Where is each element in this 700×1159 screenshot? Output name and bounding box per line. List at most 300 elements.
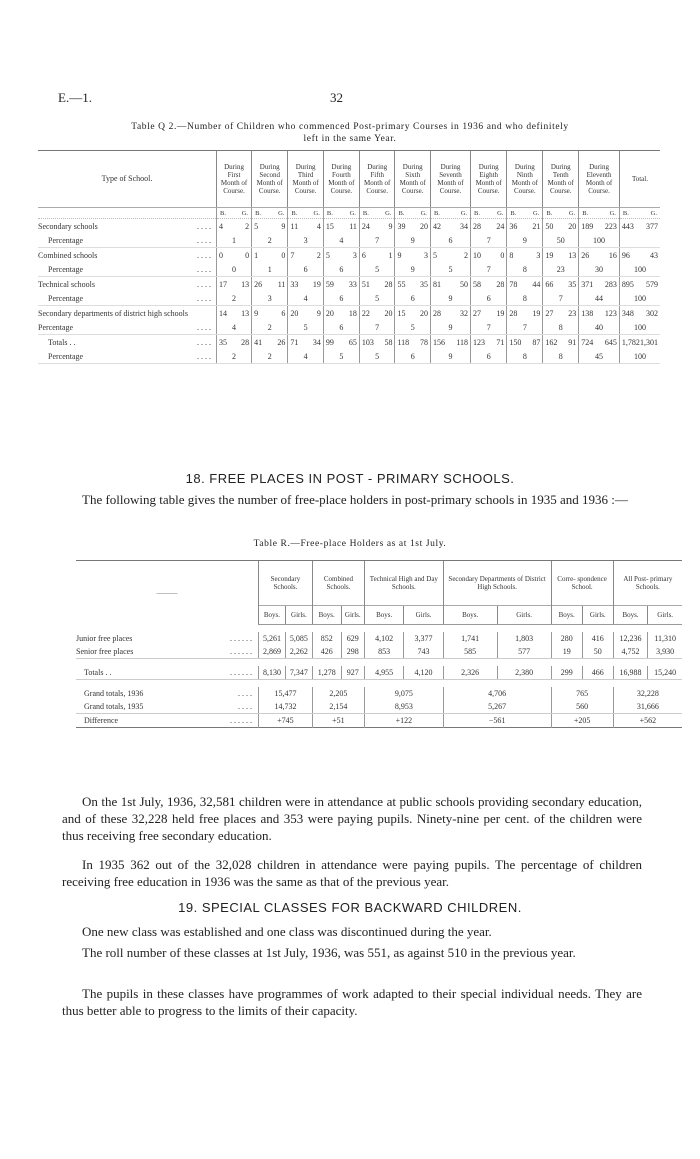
table-row — [38, 349, 660, 364]
data-cell — [252, 306, 288, 321]
spacer-row — [76, 680, 682, 688]
row-label-text: Junior free places — [76, 634, 133, 643]
data-cell — [619, 277, 660, 292]
col-month-5: During Fifth Month of Course. — [359, 151, 395, 208]
data-cell — [323, 335, 359, 350]
girls-value: 33 — [348, 279, 357, 289]
percentage-cell: 6 — [395, 291, 430, 306]
girls-value: 3 — [352, 250, 357, 260]
value-pair — [580, 222, 618, 231]
col-month-1: During First Month of Course. — [217, 151, 252, 208]
girls-value: 28 — [384, 279, 393, 289]
row-label — [38, 306, 217, 321]
value-pair — [289, 251, 321, 260]
boys-value: 27 — [473, 308, 482, 318]
girls-value: 34 — [312, 337, 321, 347]
girls-value: 87 — [532, 337, 541, 347]
data-cell: 1,278 — [312, 666, 341, 680]
girls-label: G. — [650, 209, 657, 217]
row-leader-dots: . . . . — [197, 250, 211, 260]
data-cell — [430, 219, 470, 234]
percentage-cell: 6 — [323, 262, 359, 277]
table-row — [38, 277, 660, 292]
boys-value: 26 — [254, 279, 263, 289]
boys-value: 150 — [509, 337, 522, 347]
data-cell — [471, 335, 507, 350]
value-pair — [472, 338, 505, 347]
row-label — [76, 666, 259, 680]
data-cell — [430, 335, 470, 350]
boys-value: 5 — [254, 221, 259, 231]
bg-pair — [580, 210, 618, 217]
girls-value: 9 — [388, 221, 393, 231]
merged-cell: 14,732 — [259, 700, 313, 714]
data-cell: 19 — [551, 645, 582, 659]
boys-value: 15 — [325, 221, 334, 231]
value-pair — [361, 338, 394, 347]
boys-value: 26 — [581, 250, 590, 260]
girls-value: 2 — [316, 250, 321, 260]
boys-value: 5 — [432, 250, 437, 260]
data-cell: 927 — [341, 666, 364, 680]
data-cell — [507, 219, 543, 234]
data-cell: 16,988 — [613, 666, 648, 680]
row-leader-dots: . . . . — [197, 337, 211, 347]
col-type-of-school: Type of School. — [38, 151, 217, 208]
data-cell: 1,741 — [443, 632, 497, 645]
girls-header: Girls. — [648, 606, 682, 625]
bg-cell — [288, 208, 323, 219]
percentage-cell: 9 — [430, 349, 470, 364]
row-leader-dots: . . . . — [197, 221, 211, 231]
percentage-cell: 5 — [359, 262, 395, 277]
boys-label: B. — [582, 209, 589, 217]
row-label — [38, 248, 217, 263]
boys-value: 348 — [621, 308, 634, 318]
row-label — [38, 219, 217, 234]
value-pair — [432, 309, 469, 318]
data-cell: 8,130 — [259, 666, 286, 680]
value-pair — [621, 222, 659, 231]
percentage-cell: 30 — [579, 262, 620, 277]
boys-label: B. — [546, 209, 553, 217]
girls-value: 283 — [604, 279, 617, 289]
boys-value: 123 — [473, 337, 486, 347]
data-cell — [471, 219, 507, 234]
data-cell — [543, 219, 579, 234]
girls-value: 78 — [419, 337, 428, 347]
boys-value: 96 — [621, 250, 630, 260]
value-pair — [289, 222, 321, 231]
data-cell: 3,930 — [648, 645, 682, 659]
boys-label: B. — [291, 209, 298, 217]
girls-value: 13 — [241, 308, 250, 318]
boys-label: B. — [622, 209, 629, 217]
percentage-cell: 2 — [217, 291, 252, 306]
boys-value: 19 — [545, 250, 554, 260]
boys-value: 20 — [325, 308, 334, 318]
row-label-text: Percentage — [38, 322, 74, 332]
percentage-cell: 100 — [619, 320, 660, 335]
data-cell — [217, 248, 252, 263]
girls-header: Girls. — [285, 606, 312, 625]
value-pair — [218, 251, 250, 260]
percentage-cell: 6 — [430, 233, 470, 248]
value-pair — [361, 222, 394, 231]
boys-value: 17 — [219, 279, 227, 289]
percentage-cell: 4 — [323, 233, 359, 248]
merged-cell: 2,154 — [312, 700, 364, 714]
girls-header: Girls. — [497, 606, 551, 625]
percentage-cell: 100 — [619, 262, 660, 277]
percentage-cell: 100 — [579, 233, 620, 248]
boys-value: 28 — [432, 308, 441, 318]
boys-value: 443 — [621, 221, 634, 231]
boys-value: 156 — [432, 337, 445, 347]
value-pair — [325, 338, 358, 347]
bg-pair — [396, 210, 428, 217]
girls-label: G. — [497, 209, 504, 217]
girls-header: Girls. — [582, 606, 613, 625]
percentage-cell: 5 — [323, 349, 359, 364]
boys-label: B. — [326, 209, 333, 217]
boys-label: B. — [510, 209, 517, 217]
col-month-3: During Third Month of Course. — [288, 151, 323, 208]
merged-cell: 4,706 — [443, 687, 551, 700]
data-cell — [217, 306, 252, 321]
row-leader-dots: . . . . . . — [230, 634, 252, 643]
bg-cell — [543, 208, 579, 219]
boys-value: 36 — [509, 221, 518, 231]
bg-cell — [252, 208, 288, 219]
value-pair — [361, 280, 394, 289]
data-cell — [323, 306, 359, 321]
girls-value: 19 — [312, 279, 321, 289]
data-cell: 280 — [551, 632, 582, 645]
merged-cell: +122 — [364, 714, 443, 728]
girls-value: 9 — [316, 308, 321, 318]
data-cell — [430, 248, 470, 263]
percentage-cell: 2 — [252, 320, 288, 335]
girls-value: 223 — [604, 221, 617, 231]
value-pair — [325, 251, 358, 260]
row-label — [38, 291, 217, 306]
bg-cell — [217, 208, 252, 219]
data-cell — [359, 277, 395, 292]
table-r-body — [76, 625, 682, 728]
table-row — [76, 666, 682, 680]
value-pair — [508, 309, 541, 318]
data-cell — [359, 219, 395, 234]
girls-label: G. — [313, 209, 320, 217]
row-label — [38, 277, 217, 292]
row-leader-dots: . . . . . . — [230, 716, 252, 725]
percentage-cell: 9 — [430, 320, 470, 335]
boys-value: 7 — [290, 250, 295, 260]
value-pair — [396, 251, 428, 260]
percentage-cell: 7 — [359, 320, 395, 335]
row-leader-dots: . . . . — [238, 689, 252, 698]
value-pair — [396, 338, 428, 347]
data-cell: 5,085 — [285, 632, 312, 645]
row-label-text: Difference — [84, 716, 119, 725]
blank-header: ——— — [156, 588, 178, 597]
row-label-text: Grand totals, 1935 — [84, 702, 144, 711]
boys-value: 58 — [473, 279, 482, 289]
girls-value: 20 — [384, 308, 393, 318]
data-cell: 629 — [341, 632, 364, 645]
percentage-cell: 6 — [471, 291, 507, 306]
boys-label: B. — [362, 209, 369, 217]
row-label — [76, 645, 259, 659]
boys-value: 1 — [254, 250, 259, 260]
girls-value: 44 — [532, 279, 541, 289]
girls-value: 0 — [245, 250, 250, 260]
boys-value: 35 — [219, 337, 227, 347]
percentage-cell: 8 — [543, 349, 579, 364]
boys-header: Boys. — [312, 606, 341, 625]
col-combined-schools: Combined Schools. — [312, 561, 364, 606]
table-q2-bg-row — [38, 208, 660, 219]
data-cell: 2,262 — [285, 645, 312, 659]
percentage-cell: 9 — [507, 233, 543, 248]
col-secondary-schools: Secondary Schools. — [259, 561, 313, 606]
value-pair — [580, 338, 618, 347]
merged-cell: −561 — [443, 714, 551, 728]
boys-value: 14 — [219, 308, 227, 318]
data-cell — [252, 248, 288, 263]
bg-cell — [471, 208, 507, 219]
row-leader-dots: . . . . . . — [230, 668, 252, 677]
girls-value: 4 — [316, 221, 321, 231]
value-pair — [218, 309, 250, 318]
girls-label: G. — [278, 209, 285, 217]
girls-value: 91 — [568, 337, 577, 347]
boys-label: B. — [433, 209, 440, 217]
value-pair — [508, 222, 541, 231]
row-label-text: Totals . . — [84, 668, 112, 677]
merged-cell: +51 — [312, 714, 364, 728]
boys-value: 28 — [473, 221, 482, 231]
percentage-cell: 45 — [579, 349, 620, 364]
data-cell: 416 — [582, 632, 613, 645]
percentage-cell: 5 — [359, 291, 395, 306]
data-cell — [471, 306, 507, 321]
value-pair — [508, 251, 541, 260]
percentage-cell: 9 — [395, 233, 430, 248]
percentage-cell: 3 — [288, 233, 323, 248]
bg-pair — [621, 210, 659, 217]
girls-value: 3 — [536, 250, 541, 260]
merged-cell: 2,205 — [312, 687, 364, 700]
girls-value: 302 — [646, 308, 658, 318]
value-pair — [253, 338, 286, 347]
data-cell — [288, 306, 323, 321]
data-cell: 743 — [404, 645, 443, 659]
girls-label: G. — [532, 209, 540, 217]
value-pair — [361, 309, 394, 318]
data-cell: 2,380 — [497, 666, 551, 680]
table-row — [38, 262, 660, 277]
boys-value: 24 — [361, 221, 370, 231]
row-label-text: Percentage — [48, 264, 84, 274]
data-cell: 298 — [341, 645, 364, 659]
boys-value: 78 — [509, 279, 518, 289]
data-cell — [217, 277, 252, 292]
percentage-cell: 6 — [395, 349, 430, 364]
row-leader-dots: . . . . — [197, 264, 211, 274]
value-pair — [544, 280, 577, 289]
boys-value: 8 — [509, 250, 514, 260]
value-pair — [621, 338, 659, 347]
data-cell: 299 — [551, 666, 582, 680]
boys-value: 138 — [581, 308, 594, 318]
value-pair — [396, 309, 428, 318]
merged-cell: 765 — [551, 687, 613, 700]
section-18-intro: The following table gives the number of free-place holders in post-primary schools in 1935 and 1936 :— — [82, 492, 628, 507]
percentage-cell: 1 — [252, 262, 288, 277]
data-cell — [619, 248, 660, 263]
boys-value: 9 — [397, 250, 402, 260]
bg-cell — [507, 208, 543, 219]
data-cell — [323, 248, 359, 263]
girls-value: 71 — [496, 337, 505, 347]
table-row — [38, 219, 660, 234]
girls-value: 3 — [423, 250, 428, 260]
percentage-cell: 5 — [288, 320, 323, 335]
value-pair — [432, 251, 469, 260]
value-pair — [218, 280, 250, 289]
data-cell — [543, 335, 579, 350]
girls-value: 1 — [388, 250, 393, 260]
data-cell — [252, 335, 288, 350]
boys-value: 4 — [219, 221, 223, 231]
girls-value: 377 — [646, 221, 658, 231]
page-number: 32 — [330, 90, 343, 105]
girls-value: 43 — [650, 250, 658, 260]
section-18-title: 18. FREE PLACES IN POST - PRIMARY SCHOOLS. — [185, 471, 515, 486]
data-cell — [507, 335, 543, 350]
data-cell: 7,347 — [285, 666, 312, 680]
percentage-cell: 3 — [252, 291, 288, 306]
value-pair — [580, 251, 618, 260]
col-all-post-primary: All Post- primary Schools. — [613, 561, 682, 606]
merged-cell: +562 — [613, 714, 682, 728]
data-cell — [395, 306, 430, 321]
data-cell — [619, 335, 660, 350]
table-row — [38, 335, 660, 350]
spacer-row — [76, 625, 682, 633]
data-cell — [430, 277, 470, 292]
value-pair — [432, 280, 469, 289]
percentage-cell: 2 — [217, 349, 252, 364]
data-cell: 466 — [582, 666, 613, 680]
col-month-4: During Fourth Month of Course. — [323, 151, 359, 208]
girls-value: 13 — [241, 279, 250, 289]
table-row — [38, 291, 660, 306]
girls-value: 19 — [496, 308, 505, 318]
bg-cell — [619, 208, 660, 219]
data-cell — [217, 335, 252, 350]
percentage-cell: 100 — [619, 291, 660, 306]
percentage-cell: 50 — [543, 233, 579, 248]
spacer-cell — [76, 680, 682, 688]
girls-value: 118 — [456, 337, 469, 347]
girls-value: 32 — [460, 308, 469, 318]
percentage-cell: 6 — [323, 291, 359, 306]
col-total: Total. — [619, 151, 660, 208]
row-label — [76, 714, 259, 728]
percentage-cell: 2 — [252, 349, 288, 364]
merged-cell: 31,666 — [613, 700, 682, 714]
row-label — [76, 632, 259, 645]
row-label-text: Combined schools — [38, 250, 98, 260]
boys-value: 51 — [361, 279, 370, 289]
percentage-cell: 6 — [288, 262, 323, 277]
bg-pair — [432, 210, 469, 217]
value-pair — [289, 309, 321, 318]
data-cell — [323, 277, 359, 292]
girls-value: 65 — [348, 337, 357, 347]
data-cell — [471, 277, 507, 292]
bg-pair — [253, 210, 286, 217]
value-pair — [218, 222, 250, 231]
boys-header: Boys. — [443, 606, 497, 625]
row-leader-dots: . . . . — [197, 293, 211, 303]
row-label-text: Percentage — [48, 293, 84, 303]
girls-value: 123 — [604, 308, 617, 318]
boys-header: Boys. — [613, 606, 648, 625]
boys-value: 118 — [397, 337, 410, 347]
boys-value: 55 — [397, 279, 406, 289]
bg-label-cell — [38, 208, 217, 219]
data-cell — [471, 248, 507, 263]
value-pair — [253, 309, 286, 318]
percentage-cell: 9 — [395, 262, 430, 277]
boys-value: 42 — [432, 221, 441, 231]
percentage-cell: 6 — [471, 349, 507, 364]
percentage-cell: 5 — [359, 349, 395, 364]
section-19-title: 19. SPECIAL CLASSES FOR BACKWARD CHILDREN. — [178, 900, 522, 915]
data-cell — [395, 219, 430, 234]
section-19-p2: The roll number of these classes at 1st July, 1936, was 551, as against 510 in the previous year. — [82, 945, 576, 960]
girls-value: 20 — [568, 221, 577, 231]
data-cell: 1,803 — [497, 632, 551, 645]
merged-cell: 32,228 — [613, 687, 682, 700]
value-pair — [325, 280, 358, 289]
boys-value: 27 — [545, 308, 554, 318]
girls-value: 11 — [277, 279, 286, 289]
value-pair — [289, 280, 321, 289]
row-label-text: Senior free places — [76, 647, 134, 656]
girls-value: 16 — [608, 250, 617, 260]
merged-cell: 8,953 — [364, 700, 443, 714]
table-row — [76, 645, 682, 659]
merged-cell: 560 — [551, 700, 613, 714]
data-cell: 585 — [443, 645, 497, 659]
value-pair — [218, 338, 250, 347]
data-cell — [543, 306, 579, 321]
percentage-cell: 7 — [471, 233, 507, 248]
data-cell — [507, 248, 543, 263]
row-leader-dots: . . . . — [197, 351, 211, 361]
percentage-cell: 7 — [507, 320, 543, 335]
col-month-11: During Eleventh Month of Course. — [579, 151, 620, 208]
data-cell: 577 — [497, 645, 551, 659]
boys-value: 162 — [545, 337, 558, 347]
section-19-p3: The pupils in these classes have programmes of work adapted to their special individual needs. They are thus better able to progress to the limits of their capacity. — [62, 986, 642, 1018]
bg-cell — [430, 208, 470, 219]
